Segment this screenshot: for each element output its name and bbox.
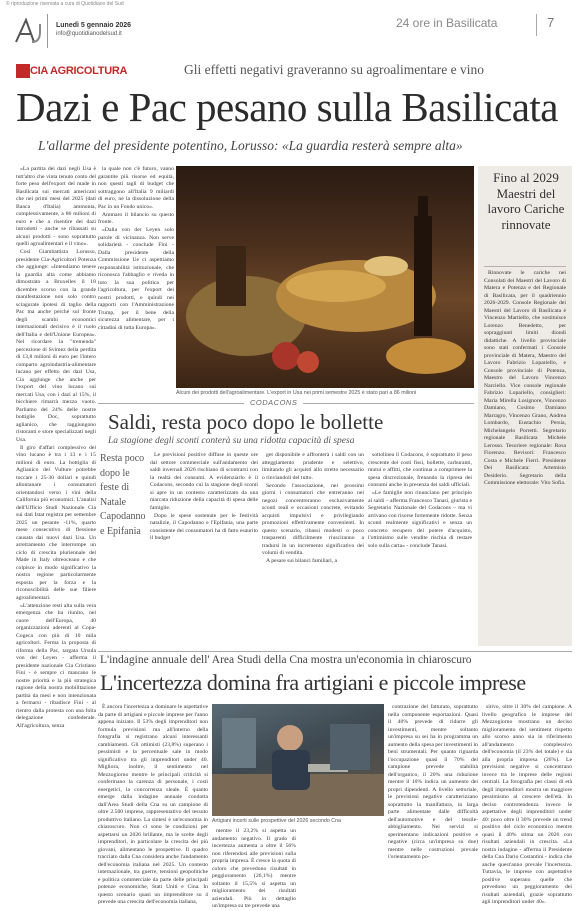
- paragraph: «Dalla von der Leyen solo parole di vicinanza. Non serve solidarietà - conclude Fini - Dalla presidente della Commissione Ue ci aspettiamo responsabilità istituzionale, che riconosca l'abbaglio e riveda in toto la sua politica per l'agricoltura, per l'export dei nostri prodotti, e quindi nei rapporti con l'Amministrazione Trump, per il bene della sicurezza alimentare, per i cittadini di tutta Europa».: [98, 227, 174, 331]
- paragraph: È ancora l'incertezza a dominare le aspettative da parte di artigiani e piccole imprese per l'anno appena iniziato. Il 53% degli imprenditori non formula previsioni ma all'interno della fotografia si registrano alcuni interessanti cambiamenti. Gli ottimisti (23,8%) superano i pessimisti e la percentuale sale in modo significativo tra gli imprenditori under 40. Migliora, inoltre, il sentimento nel Mezzogiorno mentre le principali criticità si confermano la carenza di personale, i costi energetici, la concorrenza sleale. È quanto emerge dalla indagine annuale condotta dall'Area Studi della Cna su un campione di oltre 2.500 imprese, rappresentativo del tessuto produttivo italiano. La sintesi è un'economia in chiaroscuro. Non ci sono le condizioni per aspettarsi un 2026 brillante, ma le scelte degli imprenditori, in particolare la crescita dei più giovani, alimentano le prospettive. Il quadro tracciato dalla Cna considera anche l'andamento dell'economia italiana nel 2025. Un contesto internazionale, tra guerre, tensioni geopolitiche e politica commerciale da parte delle principali potenze economiche, Stati Uniti e Cina. In questo scenario quasi un imprenditore su 4 prevede una crescita dell'economia italiana,: [98, 704, 208, 905]
- paragraph: Il giro d'affari complessivo del vino lucano è tra i 13 e i 15 milioni di euro. La bottiglia di Aglianico del Vulture potrebbe toccare i 25-30 dollari e quindi allontanare i consumatori orientandosi verso i vini della California più economici. L'analisi dell'Ufficio Studi Nazionale Cia sui dati Istat registra per settembre 2025 un pesante -11%, quarto mese consecutivo di flessione causata dai nuovi dazi Usa. Un arretramento che interrompe un ciclo di crescita pluriennale del Made in Italy oltreoceano e che colpisce in modo significativo la nostra regione particolarmente esposta per la forza e la riconoscibilità delle sue filiere agroalimentari.: [16, 444, 96, 601]
- copyright-line: © riproduzione riservata a cura di Quotidiano del Sud: [6, 1, 124, 7]
- masthead: [12, 12, 570, 54]
- page-number: 7: [547, 15, 555, 30]
- paragraph: mentre il 23,2% si aspetta un andamento negativo. Il grado di incertezza aumenta a oltre il 56% non riferendosi alle previsioni sulla propria impresa. È cresce la quota di coloro che prevedono risultati in peggioramento (26,1%) mentre soltanto il 15,5% si aspetta un miglioramento dei risultati aziendali. Più in dettaglio un'impresa su tre prevede una: [212, 828, 296, 909]
- paragraph: Ammaro il bilancio su questo fronte.: [98, 211, 174, 225]
- paragraph: sottolinea il Codacons, è soprattutto il peso crescente dei costi fissi, bollette, carburanti, mutui e affitti, che continua a comprimere la spesa discrezionale, frenando la ripresa dei consumi anche in presenza dei saldi ufficiali.: [368, 452, 472, 488]
- sidebar-box: [478, 166, 572, 646]
- paragraph: Le previsioni positive diffuse in queste ore dal settore commerciale sull'andamento dei saldi invernali 2026 rischiano di scontrarsi con la realtà dei consumi. A evidenziarlo è il Codacons, secondo cui la stagione degli sconti si apre in un contesto caratterizzato da una marcata riduzione della capacità di spesa delle famiglie.: [150, 452, 258, 511]
- paragraph: «L'attenzione resti alta sulla vera emergenza che ha riunito, nel cuore dell'Europa, 40 organizzazioni aderenti al Copa-Cogeca con più di 10 mila agricoltori. Ferma la proposta di riforma della Pac, targata Ursula von der Leyen - afferma il presidente nazionale Cia Cristiano Fini - è sempre ci mancano le nostre priorità e la più strategica ragione della nostra mobilitazione partita da mesi e non intenzionata a fermarsi - ribadisce Fini - al rientro dalla protesta con una folta delegazione confederale. All'agricoltura, senza: [16, 602, 96, 729]
- sidebar-body: [484, 270, 566, 542]
- newspaper-logo: [12, 14, 48, 48]
- contact-email: info@quotidianodelsud.it: [56, 31, 122, 37]
- kicker-subtitle: Gli effetti negativi graveranno su agroalimentare e vino: [184, 62, 485, 77]
- article1-column-1: [16, 166, 96, 729]
- paragraph: Secondo l'associazione, nei prossimi giorni i consumatori che entreranno nei negozi concentreranno esclusivamente sconti reali e occasioni concrete, evitando acquisti impulsivi e privilegiando promozioni effettivamente convenienti. In questo scenario, ribassi modesti o poco trasparenti difficilmente riusciranno a tradursi in un incremento significativo dei volumi di vendita.: [262, 482, 364, 556]
- paragraph: Rinnovate le cariche nei Consolati dei Maestri del Lavoro di Matera e Potenza e del Regionale di Basilicata, per il quadriennio 2026-2029. Console Regionale dei Maestri del Lavoro di Basilicata è Vincenzo Martiello, che sostituisce Lorenzo Benedetto, per sopraggiunti limiti diondi didattiche. A livello provinciale sono stati confermati i Console provinciale di Matera, Maestro del Lavoro Fabrizio Lopariello, e Console provinciale di Potenza, Maestro del Lavoro Vincenzo Narciello. Vice console regionale Fabrizio Lopariello, consiglieri: Maria Mirella Losignore, Vincenzo Damiano, Cosimo Damiano Marragro, Vincenzo Grano, Andrea Lombardo, Eustachio Persia, Michelangelo Porretti. Segretario regionale Basilicata Michele Lerosso. Tesoriere regionale: Rosa Fiorenzo. Revisori: Francesco Costa e Michele Fierri. Presidente Dei Basilicata: Artemisio Desiderio. Segretario della Commissione elettorale: Vito Sofia.: [484, 270, 566, 486]
- paragraph: la quale non c'è futuro, vanno garantite più risorse ed equità, non questi tagli di budget che sottraggono all'Italia 9 miliardi di euro, né la dissoluzione della Pac in un Fondo unico».: [98, 166, 174, 210]
- paragraph: «La partita dei dazi negli Usa è tutt'altro che vinta tenuto conto del forte peso dell'export del made in Basilicata sui mercati americani che nei primi mesi del 2025 (dati Banca d'Italia) ammonta, complessivamente, a 86 milioni di euro e che a risentire dei dazi introdotti - anche se ribassati su alcuni prodotti - sono soprattutto quelli agroalimentari e il vino».: [16, 166, 96, 247]
- agrifood-products-photo: [176, 166, 474, 388]
- article3-column-2: [212, 828, 296, 909]
- article2-subheadline: La stagione degli sconti conterà su una ridotta capacità di spesa: [108, 436, 355, 446]
- main-headline: Dazi e Pac pesano sulla Basilicata: [16, 84, 558, 130]
- article2-headline: Saldi, resta poco dopo le bollette: [108, 410, 384, 434]
- article2-column-1: [150, 452, 258, 646]
- article2-column-3: [368, 452, 472, 646]
- sidebar-divider: [484, 266, 566, 267]
- paragraph: Dopo le spese sostenute per le festività natalizie, il Capodanno e l'Epifania, una parte consistente dei consumatori ha di fatto esaurito il budget: [150, 512, 258, 541]
- kicker-bar: [16, 60, 570, 82]
- article3-column-1: [98, 704, 208, 905]
- artisans-photo: [212, 704, 384, 816]
- paragraph: «Le famiglie non rinunciano per principio ai saldi – afferma Francesco Tanasi, giurista e Segretario Nazionale del Codacons – ma vi arrivano con risorse fortemente ridotte. Senza sconti realmente significativi e senza un concreto recupero del potere d'acquisto, l'ottimismo sulle vendite rischia di restare solo sulla carta» - conclude Tanasi.: [368, 490, 472, 549]
- article1-column-2: [98, 166, 174, 388]
- article3-column-3: [388, 704, 478, 868]
- issue-date: Lunedì 5 gennaio 2026: [56, 22, 132, 29]
- article2-column-2: [262, 452, 364, 646]
- paragraph: contrazione del fatturato, soprattutto nella componente esportazioni. Quasi il 40% prevede di ridurre gli investimenti, mentre soltanto un'impresa su sei ha in programma un aumento della spesa per investimenti in beni strumentali. Per quanto riguarda l'occupazione quasi il 70% del campione prevede stabilità dell'organico, il 20% una riduzione mentre il 10% indica un aumento dei propri dipendenti. A livello settoriale, le previsioni negative caratterizzano soprattutto la manifattura, in larga parte alimentate dalle difficoltà dell'automotive e del tessile-abbigliamento. Nei servizi si sperimentano indicazioni positive e negative (circa un'impresa su due) mentre nelle costruzioni prevale l'orientamento po-: [388, 704, 478, 860]
- paragraph: A pesare sui bilanci familiari, a: [266, 558, 338, 564]
- sidebar-title: Fino al 2029 Maestri del lavoro Cariche rinnovate: [487, 170, 565, 232]
- article3-top-rule: [98, 651, 572, 652]
- logo-mark-icon: [12, 14, 46, 48]
- article2-tag: CODACONS: [244, 398, 303, 407]
- kicker-label: CIA AGRICOLTURA: [30, 65, 128, 77]
- artisans-photo-caption: Artigiani incerti sulle prospettive del 2026 secondo Cna: [212, 818, 341, 824]
- article2-pullquote: Resta poco dopo le feste di Natale Capodanno e Epifania: [100, 453, 146, 537]
- section-title: 24 ore in Basilicata: [396, 16, 498, 30]
- article3-headline: L'incertezza domina fra artigiani e piccole imprese: [100, 670, 526, 695]
- kicker-square-icon: [16, 64, 30, 78]
- masthead-divider: [536, 14, 537, 36]
- article3-kicker: L'indagine annuale dell' Area Studi della Cna mostra un'economia in chiaroscuro: [100, 654, 472, 666]
- photo1-caption: Alcuni dei prodotti dell'agroalimentare. L'export in Usa nei primi semestre 2025 è stato pari a 86 milioni: [176, 390, 417, 396]
- article3-column-4: [482, 704, 572, 905]
- paragraph: get disponibile e affronterà i saldi con un atteggiamento prudente e selettivo, limitando gli acquisti allo stretto necessario o rinviandoli del tutto.: [262, 452, 364, 481]
- paragraph: Così Giambattista Lorusso, presidente Cia-Agricoltori Potenza che aggiunge: «Intendiamo tenere la guardia alta come abbiamo dimostrato a Bruxelles il 18 dicembre scorso con la grande manifestazione non solo contro sciagurate ipotesi di taglio della Pac ma anche perché sul fronte degli scambi economici internazionali decisivo è il ruolo dell'Italia e dell'Unione Europea». Nel ricordare la "tremenda" percezione di Svimez della perdita di 13,8 milioni di euro per l'intero comparto agroindustria-alimentare lucano per effetto dei dazi Usa, Cia aggiunge che anche per l'export del vino lucano sui mercati Usa, con i dazi al 15%, il bicchiere rimarrà mezzo vuoto. Parliamo del 24% delle nostre bottiglie Doc, soprattutto aglianico, che raggiungono ristoranti e store specializzati negli Usa.: [16, 249, 96, 443]
- main-subheadline: L'allarme del presidente potentino, Lorusso: «La guardia resterà sempre alta»: [38, 138, 463, 153]
- paragraph: sitivo, oltre il 30% del campione. A livello geografico le imprese del Mezzogiorno mostrano un deciso miglioramento del sentiment rispetto allo scorso anno sia in riferimento all'andamento complessivo dell'economia (il 23% del totale) e sia alla propria impresa (26%). Le previsioni negative si concentrano invece tra le imprese delle regioni centrali. La fotografia per classi di età degli imprenditori mostra un maggiore pessimismo al crescere dell'età. In deciso controtendenza invece le aspettative degli imprenditori under 40: poco oltre il 30% prevede un trend positivo del ciclo economico mentre quasi il 40% stima un 2026 con risultati aziendali in crescita. «La nostra indagine - afferma il Presidente della Cna Dario Costantini - indica che anche quest'anno prevale l'incertezza. Tuttavia, le imprese con aspettative positive superano quelle che prevedono un peggioramento dei risultati aziendali, grazie soprattutto agli imprenditori under 40».: [482, 704, 572, 905]
